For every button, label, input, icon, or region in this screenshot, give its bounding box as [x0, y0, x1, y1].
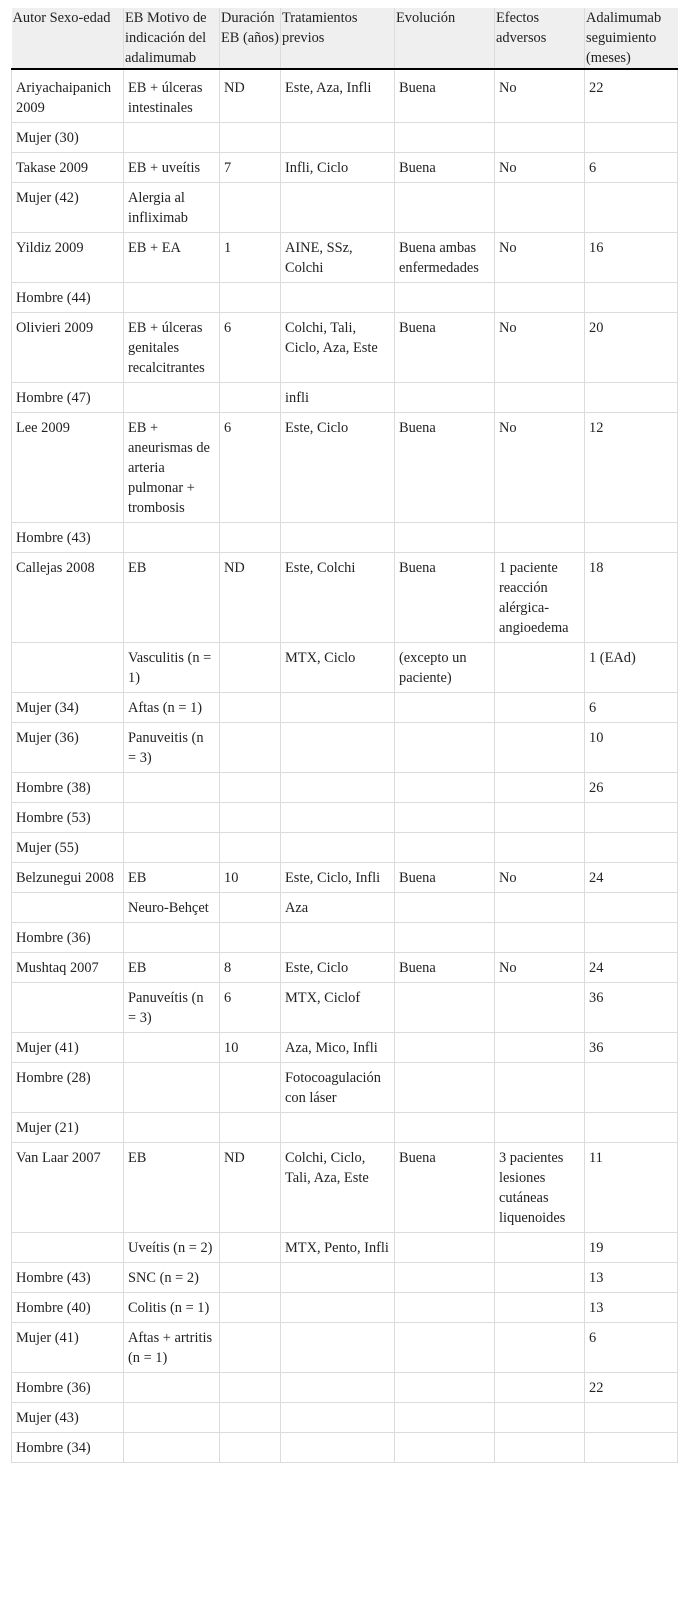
cell-indication: EB [124, 553, 220, 643]
header-adverse-effects: Efectos adversos [495, 8, 585, 69]
cell-evolution [395, 693, 495, 723]
cell-duration [220, 773, 281, 803]
cell-duration [220, 1323, 281, 1373]
cell-evolution [395, 283, 495, 313]
cell-author: Yildiz 2009 [12, 233, 124, 283]
table-row [12, 383, 678, 413]
cell-indication: Vasculitis (n = 1) [124, 643, 220, 693]
cell-indication: Uveítis (n = 2) [124, 1233, 220, 1263]
table-row [12, 693, 678, 723]
cell-evolution [395, 723, 495, 773]
table-row [12, 153, 678, 183]
cell-duration [220, 1263, 281, 1293]
cell-evolution [395, 1033, 495, 1063]
cell-previous-treatments [281, 923, 395, 953]
cell-evolution [395, 773, 495, 803]
table-row [12, 183, 678, 233]
table-row [12, 523, 678, 553]
cell-evolution [395, 123, 495, 153]
cell-followup [585, 1113, 678, 1143]
header-evolution: Evolución [395, 8, 495, 69]
cell-followup: 22 [585, 1373, 678, 1403]
cell-indication [124, 1063, 220, 1113]
cell-adverse-effects [495, 1403, 585, 1433]
cell-author: Mujer (36) [12, 723, 124, 773]
cell-adverse-effects: No [495, 233, 585, 283]
cell-indication: EB + EA [124, 233, 220, 283]
cell-indication [124, 283, 220, 313]
cell-duration: 1 [220, 233, 281, 283]
cell-adverse-effects [495, 833, 585, 863]
cell-author: Hombre (28) [12, 1063, 124, 1113]
cell-evolution: Buena [395, 553, 495, 643]
cell-duration [220, 833, 281, 863]
cell-previous-treatments: Colchi, Tali, Ciclo, Aza, Este [281, 313, 395, 383]
cell-author: Mujer (55) [12, 833, 124, 863]
cell-duration: ND [220, 553, 281, 643]
cell-adverse-effects [495, 1373, 585, 1403]
cell-evolution [395, 1293, 495, 1323]
cell-previous-treatments: Este, Colchi [281, 553, 395, 643]
cell-duration [220, 523, 281, 553]
table-row [12, 1033, 678, 1063]
table-row [12, 1263, 678, 1293]
header-duration: Duración EB (años) [220, 8, 281, 69]
cell-evolution: Buena [395, 153, 495, 183]
table-row [12, 893, 678, 923]
cell-author: Mujer (42) [12, 183, 124, 233]
cell-indication: EB + uveítis [124, 153, 220, 183]
cell-evolution [395, 833, 495, 863]
cell-previous-treatments [281, 1293, 395, 1323]
cell-indication: EB [124, 1143, 220, 1233]
header-previous-treatments: Tratamientos previos [281, 8, 395, 69]
cell-author: Mujer (41) [12, 1323, 124, 1373]
cell-author: Hombre (36) [12, 923, 124, 953]
cell-adverse-effects [495, 1113, 585, 1143]
table-row [12, 773, 678, 803]
table-row [12, 233, 678, 283]
cell-indication: EB + úlceras intestinales [124, 69, 220, 123]
table-row [12, 313, 678, 383]
cell-adverse-effects [495, 723, 585, 773]
header-indication: EB Motivo de indicación del adalimumab [124, 8, 220, 69]
cell-duration: 6 [220, 313, 281, 383]
cell-adverse-effects: No [495, 863, 585, 893]
cell-previous-treatments [281, 803, 395, 833]
cell-duration [220, 923, 281, 953]
cell-followup: 6 [585, 1323, 678, 1373]
cell-duration [220, 693, 281, 723]
cell-duration: ND [220, 1143, 281, 1233]
cell-duration [220, 893, 281, 923]
table-row [12, 123, 678, 153]
cell-followup: 22 [585, 69, 678, 123]
cell-evolution [395, 1373, 495, 1403]
cell-followup [585, 383, 678, 413]
cell-duration [220, 1433, 281, 1463]
cell-previous-treatments: Aza [281, 893, 395, 923]
cell-previous-treatments: MTX, Ciclof [281, 983, 395, 1033]
cell-duration: 6 [220, 413, 281, 523]
cell-followup: 11 [585, 1143, 678, 1233]
cell-indication: Aftas + artritis (n = 1) [124, 1323, 220, 1373]
cell-followup [585, 183, 678, 233]
cell-adverse-effects [495, 773, 585, 803]
cell-duration [220, 1063, 281, 1113]
cell-evolution [395, 923, 495, 953]
cell-followup: 19 [585, 1233, 678, 1263]
cell-evolution [395, 523, 495, 553]
cell-previous-treatments: MTX, Pento, Infli [281, 1233, 395, 1263]
cell-duration [220, 283, 281, 313]
cell-author: Mujer (43) [12, 1403, 124, 1433]
cell-previous-treatments [281, 283, 395, 313]
cell-author: Mujer (21) [12, 1113, 124, 1143]
cell-previous-treatments: Aza, Mico, Infli [281, 1033, 395, 1063]
table-row [12, 863, 678, 893]
cell-followup: 36 [585, 983, 678, 1033]
cell-followup: 1 (EAd) [585, 643, 678, 693]
cell-followup: 20 [585, 313, 678, 383]
cell-duration [220, 723, 281, 773]
cell-evolution: Buena [395, 1143, 495, 1233]
cell-indication: Colitis (n = 1) [124, 1293, 220, 1323]
cell-previous-treatments: Este, Aza, Infli [281, 69, 395, 123]
table-header [12, 8, 678, 69]
cell-adverse-effects [495, 1323, 585, 1373]
table-row [12, 553, 678, 643]
cell-adverse-effects: 3 pacientes lesiones cutáneas liquenoides [495, 1143, 585, 1233]
table-row [12, 643, 678, 693]
cell-indication [124, 123, 220, 153]
cell-followup [585, 803, 678, 833]
cell-followup: 26 [585, 773, 678, 803]
table-container [11, 8, 677, 1463]
cell-evolution [395, 1323, 495, 1373]
table-row [12, 413, 678, 523]
cell-author: Mujer (30) [12, 123, 124, 153]
cell-indication: Aftas (n = 1) [124, 693, 220, 723]
cell-followup: 13 [585, 1293, 678, 1323]
adalimumab-cases-table [11, 8, 678, 1463]
cell-followup: 24 [585, 863, 678, 893]
cell-author [12, 643, 124, 693]
cell-author: Hombre (53) [12, 803, 124, 833]
header-followup: Adalimumab seguimiento (meses) [585, 8, 678, 69]
table-row [12, 1233, 678, 1263]
cell-adverse-effects [495, 283, 585, 313]
cell-duration: ND [220, 69, 281, 123]
cell-author: Mujer (34) [12, 693, 124, 723]
cell-previous-treatments [281, 523, 395, 553]
cell-author: Hombre (44) [12, 283, 124, 313]
cell-author: Hombre (43) [12, 1263, 124, 1293]
cell-author: Van Laar 2007 [12, 1143, 124, 1233]
cell-followup [585, 523, 678, 553]
cell-author: Hombre (43) [12, 523, 124, 553]
cell-adverse-effects [495, 983, 585, 1033]
cell-evolution [395, 1403, 495, 1433]
cell-adverse-effects: No [495, 153, 585, 183]
cell-indication: SNC (n = 2) [124, 1263, 220, 1293]
cell-evolution [395, 1113, 495, 1143]
cell-followup: 12 [585, 413, 678, 523]
cell-previous-treatments [281, 723, 395, 773]
cell-followup: 10 [585, 723, 678, 773]
cell-evolution [395, 983, 495, 1033]
cell-adverse-effects [495, 803, 585, 833]
cell-adverse-effects: No [495, 313, 585, 383]
cell-adverse-effects [495, 693, 585, 723]
cell-previous-treatments [281, 833, 395, 863]
cell-indication [124, 1433, 220, 1463]
cell-previous-treatments: AINE, SSz, Colchi [281, 233, 395, 283]
cell-duration: 10 [220, 863, 281, 893]
cell-previous-treatments [281, 1433, 395, 1463]
cell-author: Mushtaq 2007 [12, 953, 124, 983]
cell-adverse-effects [495, 123, 585, 153]
cell-author: Olivieri 2009 [12, 313, 124, 383]
cell-evolution: Buena [395, 313, 495, 383]
table-row [12, 983, 678, 1033]
cell-previous-treatments: infli [281, 383, 395, 413]
cell-followup [585, 833, 678, 863]
table-row [12, 953, 678, 983]
cell-previous-treatments: Fotocoagulación con láser [281, 1063, 395, 1113]
cell-previous-treatments: Este, Ciclo [281, 413, 395, 523]
cell-author: Hombre (36) [12, 1373, 124, 1403]
cell-indication: EB + úlceras genitales recalcitrantes [124, 313, 220, 383]
cell-evolution [395, 1233, 495, 1263]
cell-indication [124, 1113, 220, 1143]
cell-followup [585, 123, 678, 153]
cell-adverse-effects [495, 523, 585, 553]
cell-followup [585, 1063, 678, 1113]
cell-previous-treatments [281, 123, 395, 153]
table-row [12, 1373, 678, 1403]
cell-duration [220, 1403, 281, 1433]
cell-indication [124, 523, 220, 553]
table-row [12, 1403, 678, 1433]
cell-evolution [395, 1433, 495, 1463]
cell-evolution: Buena [395, 69, 495, 123]
cell-indication [124, 923, 220, 953]
cell-duration: 7 [220, 153, 281, 183]
cell-author: Hombre (47) [12, 383, 124, 413]
cell-previous-treatments: MTX, Ciclo [281, 643, 395, 693]
cell-previous-treatments [281, 1403, 395, 1433]
cell-indication: EB [124, 863, 220, 893]
cell-duration [220, 183, 281, 233]
cell-adverse-effects: No [495, 69, 585, 123]
cell-followup: 18 [585, 553, 678, 643]
cell-author [12, 1233, 124, 1263]
cell-author [12, 893, 124, 923]
cell-adverse-effects [495, 183, 585, 233]
cell-author: Hombre (38) [12, 773, 124, 803]
cell-evolution [395, 383, 495, 413]
cell-author: Takase 2009 [12, 153, 124, 183]
cell-adverse-effects [495, 383, 585, 413]
cell-author [12, 983, 124, 1033]
cell-duration [220, 1113, 281, 1143]
cell-author: Hombre (34) [12, 1433, 124, 1463]
cell-previous-treatments [281, 1113, 395, 1143]
cell-evolution [395, 893, 495, 923]
cell-adverse-effects: No [495, 413, 585, 523]
cell-indication: Alergia al infliximab [124, 183, 220, 233]
cell-duration [220, 1233, 281, 1263]
cell-indication: EB + aneurismas de arteria pulmonar + trombosis [124, 413, 220, 523]
cell-followup: 13 [585, 1263, 678, 1293]
header-author: Autor Sexo-edad [12, 8, 124, 69]
cell-author: Callejas 2008 [12, 553, 124, 643]
cell-evolution [395, 183, 495, 233]
cell-indication [124, 773, 220, 803]
cell-duration [220, 1293, 281, 1323]
cell-indication [124, 833, 220, 863]
cell-evolution: Buena [395, 413, 495, 523]
cell-followup [585, 283, 678, 313]
cell-indication: Panuveitis (n = 3) [124, 723, 220, 773]
cell-adverse-effects [495, 1433, 585, 1463]
cell-indication: EB [124, 953, 220, 983]
cell-author: Hombre (40) [12, 1293, 124, 1323]
cell-followup: 24 [585, 953, 678, 983]
cell-indication [124, 1403, 220, 1433]
cell-followup: 6 [585, 693, 678, 723]
cell-followup: 36 [585, 1033, 678, 1063]
table-row [12, 1113, 678, 1143]
cell-adverse-effects [495, 1033, 585, 1063]
cell-evolution [395, 803, 495, 833]
cell-duration [220, 643, 281, 693]
cell-duration [220, 803, 281, 833]
table-row [12, 803, 678, 833]
cell-adverse-effects: 1 paciente reacción alérgica-angioedema [495, 553, 585, 643]
cell-followup [585, 1403, 678, 1433]
cell-previous-treatments [281, 1373, 395, 1403]
cell-previous-treatments: Colchi, Ciclo, Tali, Aza, Este [281, 1143, 395, 1233]
cell-duration: 8 [220, 953, 281, 983]
header-row [12, 8, 678, 69]
cell-author: Lee 2009 [12, 413, 124, 523]
cell-author: Belzunegui 2008 [12, 863, 124, 893]
cell-adverse-effects [495, 1233, 585, 1263]
cell-indication [124, 803, 220, 833]
cell-previous-treatments: Este, Ciclo [281, 953, 395, 983]
table-row [12, 1143, 678, 1233]
cell-indication: Panuveítis (n = 3) [124, 983, 220, 1033]
cell-evolution: Buena [395, 953, 495, 983]
table-row [12, 923, 678, 953]
table-row [12, 69, 678, 123]
cell-followup [585, 893, 678, 923]
cell-adverse-effects: No [495, 953, 585, 983]
cell-indication [124, 1373, 220, 1403]
cell-adverse-effects [495, 1293, 585, 1323]
cell-duration: 6 [220, 983, 281, 1033]
cell-adverse-effects [495, 1063, 585, 1113]
cell-followup: 16 [585, 233, 678, 283]
cell-evolution [395, 1063, 495, 1113]
cell-indication [124, 383, 220, 413]
cell-previous-treatments: Este, Ciclo, Infli [281, 863, 395, 893]
table-row [12, 283, 678, 313]
cell-adverse-effects [495, 643, 585, 693]
cell-duration [220, 123, 281, 153]
cell-previous-treatments [281, 693, 395, 723]
table-row [12, 723, 678, 773]
cell-indication [124, 1033, 220, 1063]
cell-previous-treatments [281, 773, 395, 803]
cell-adverse-effects [495, 1263, 585, 1293]
cell-evolution: Buena ambas enfermedades [395, 233, 495, 283]
cell-evolution [395, 1263, 495, 1293]
cell-duration [220, 1373, 281, 1403]
cell-followup [585, 923, 678, 953]
cell-evolution: Buena [395, 863, 495, 893]
cell-previous-treatments [281, 1323, 395, 1373]
cell-author: Mujer (41) [12, 1033, 124, 1063]
table-row [12, 1433, 678, 1463]
cell-duration [220, 383, 281, 413]
cell-followup: 6 [585, 153, 678, 183]
cell-followup [585, 1433, 678, 1463]
cell-previous-treatments [281, 1263, 395, 1293]
cell-previous-treatments: Infli, Ciclo [281, 153, 395, 183]
table-body [12, 69, 678, 1463]
cell-duration: 10 [220, 1033, 281, 1063]
table-row [12, 1293, 678, 1323]
cell-previous-treatments [281, 183, 395, 233]
cell-adverse-effects [495, 923, 585, 953]
cell-adverse-effects [495, 893, 585, 923]
table-row [12, 1323, 678, 1373]
cell-evolution: (excepto un paciente) [395, 643, 495, 693]
table-row [12, 1063, 678, 1113]
cell-author: Ariyachaipanich 2009 [12, 69, 124, 123]
cell-indication: Neuro-Behçet [124, 893, 220, 923]
table-row [12, 833, 678, 863]
